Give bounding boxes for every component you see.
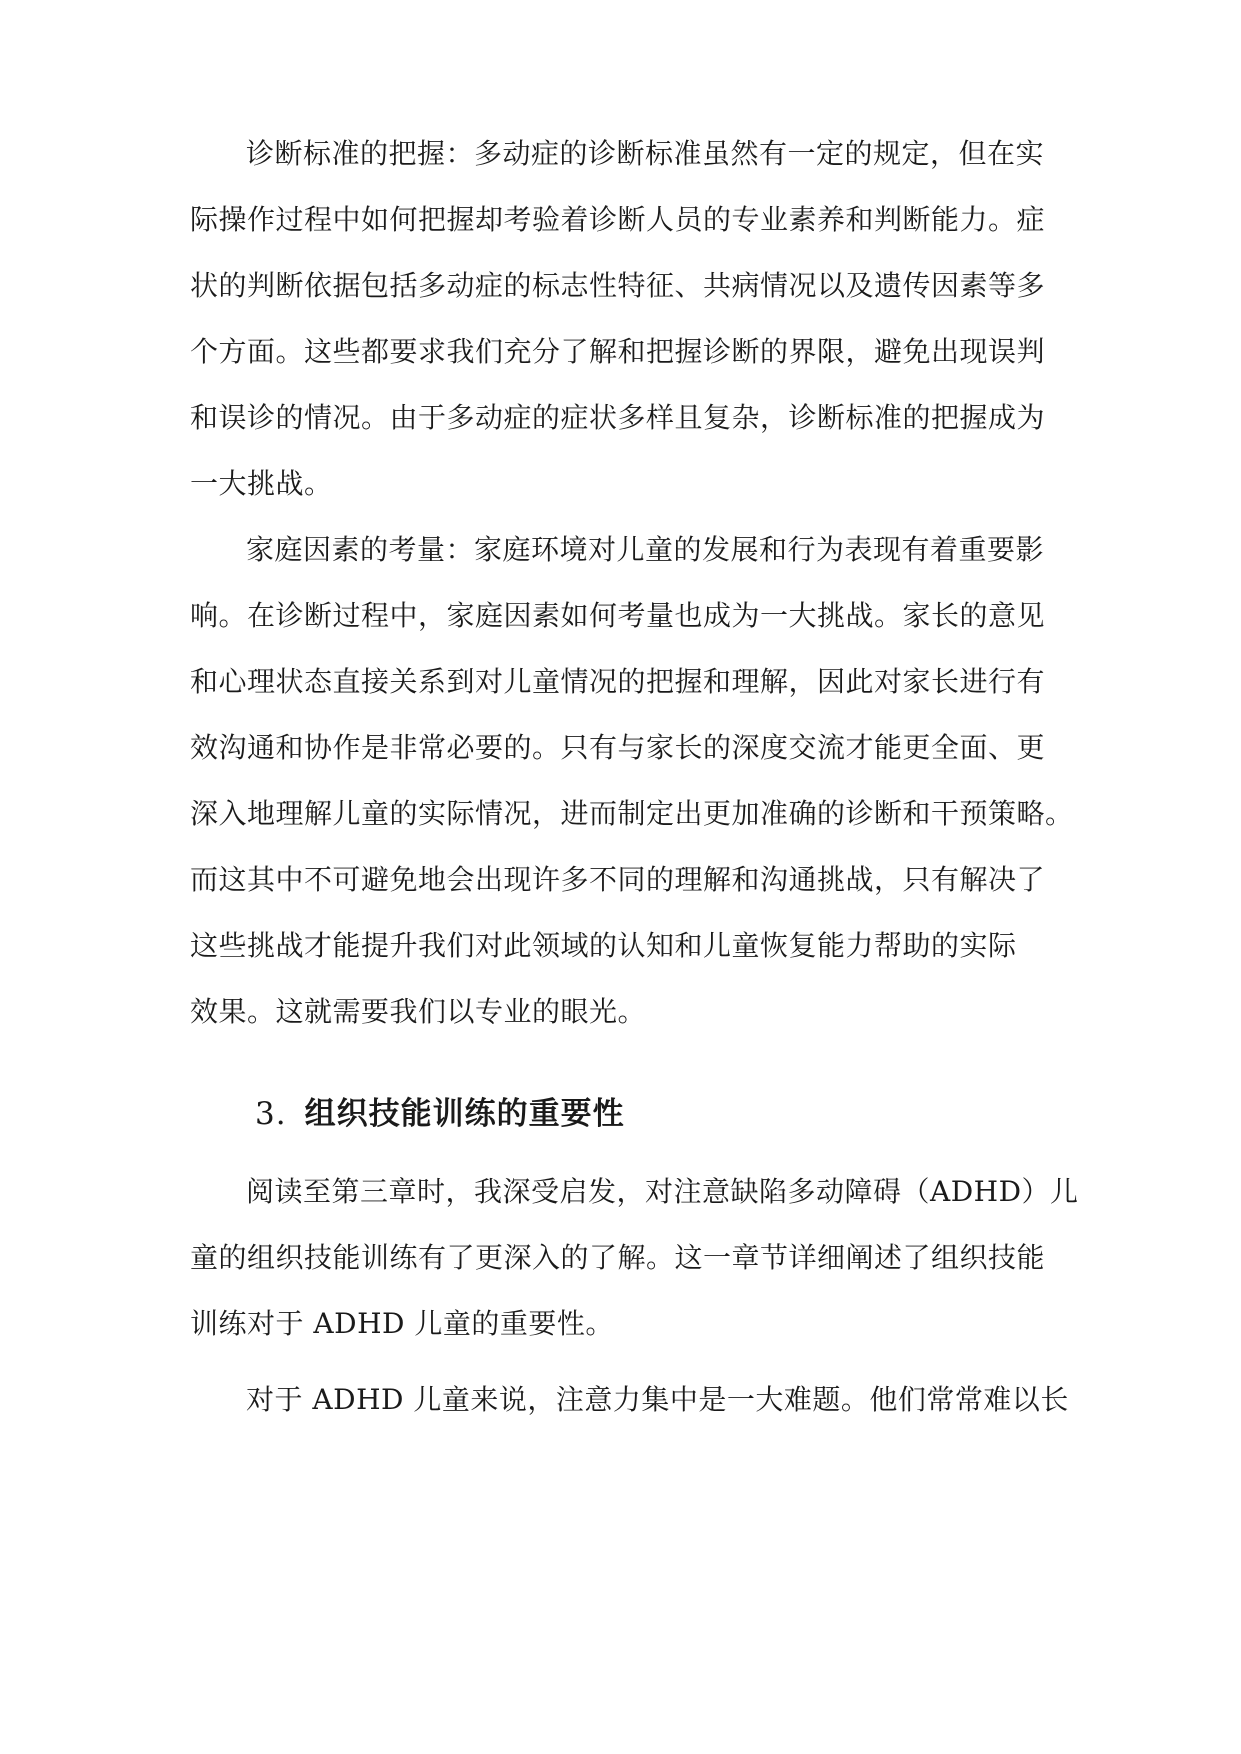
section-number: 3. — [255, 1096, 287, 1132]
section-title: 组织技能训练的重要性 — [304, 1096, 625, 1132]
text-line: 对于 ADHD 儿童来说，注意力集中是一大难题。他们常常难以长 — [246, 1383, 1069, 1416]
text-line: 阅读至第三章时，我深受启发，对注意缺陷多动障碍（ADHD）儿 — [246, 1175, 1079, 1208]
text-line: 一大挑战。 — [190, 467, 333, 500]
text-line: 深入地理解儿童的实际情况，进而制定出更加准确的诊断和干预策略。 — [190, 797, 1074, 830]
text-line: 际操作过程中如何把握却考验着诊断人员的专业素养和判断能力。症 — [190, 203, 1046, 236]
text-line: 和误诊的情况。由于多动症的症状多样且复杂，诊断标准的把握成为 — [190, 401, 1046, 434]
text-line: 响。在诊断过程中，家庭因素如何考量也成为一大挑战。家长的意见 — [190, 599, 1046, 632]
text-line: 和心理状态直接关系到对儿童情况的把握和理解，因此对家长进行有 — [190, 665, 1046, 698]
text-line: 个方面。这些都要求我们充分了解和把握诊断的界限，避免出现误判 — [190, 335, 1046, 368]
text-line: 效沟通和协作是非常必要的。只有与家长的深度交流才能更全面、更 — [190, 731, 1046, 764]
text-line: 家庭因素的考量：家庭环境对儿童的发展和行为表现有着重要影 — [246, 533, 1045, 566]
section-heading — [255, 1092, 625, 1136]
text-line: 而这其中不可避免地会出现许多不同的理解和沟通挑战，只有解决了 — [190, 863, 1046, 896]
text-line: 状的判断依据包括多动症的标志性特征、共病情况以及遗传因素等多 — [190, 269, 1046, 302]
text-line: 训练对于 ADHD 儿童的重要性。 — [190, 1307, 614, 1340]
text-line: 童的组织技能训练有了更深入的了解。这一章节详细阐述了组织技能 — [190, 1241, 1046, 1274]
text-line: 诊断标准的把握：多动症的诊断标准虽然有一定的规定，但在实 — [246, 137, 1045, 170]
text-line: 这些挑战才能提升我们对此领域的认知和儿童恢复能力帮助的实际 — [190, 929, 1017, 962]
text-line: 效果。这就需要我们以专业的眼光。 — [190, 995, 647, 1028]
